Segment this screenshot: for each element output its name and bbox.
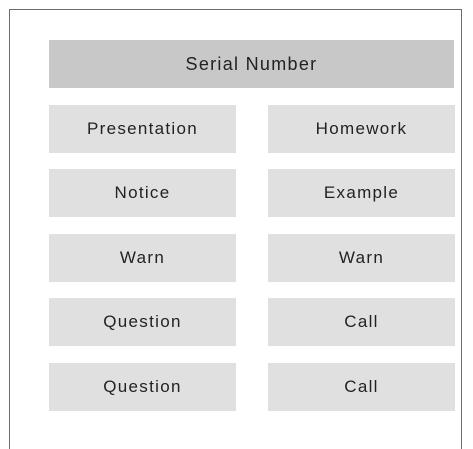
cell-call-2: Call (268, 363, 455, 411)
cell-notice: Notice (49, 169, 236, 217)
serial-number-header: Serial Number (49, 40, 454, 88)
cell-homework: Homework (268, 105, 455, 153)
cell-call-1: Call (268, 298, 455, 346)
cell-warn-left: Warn (49, 234, 236, 282)
cell-question-2: Question (49, 363, 236, 411)
cell-warn-right: Warn (268, 234, 455, 282)
cell-example: Example (268, 169, 455, 217)
cell-question-1: Question (49, 298, 236, 346)
cell-presentation: Presentation (49, 105, 236, 153)
